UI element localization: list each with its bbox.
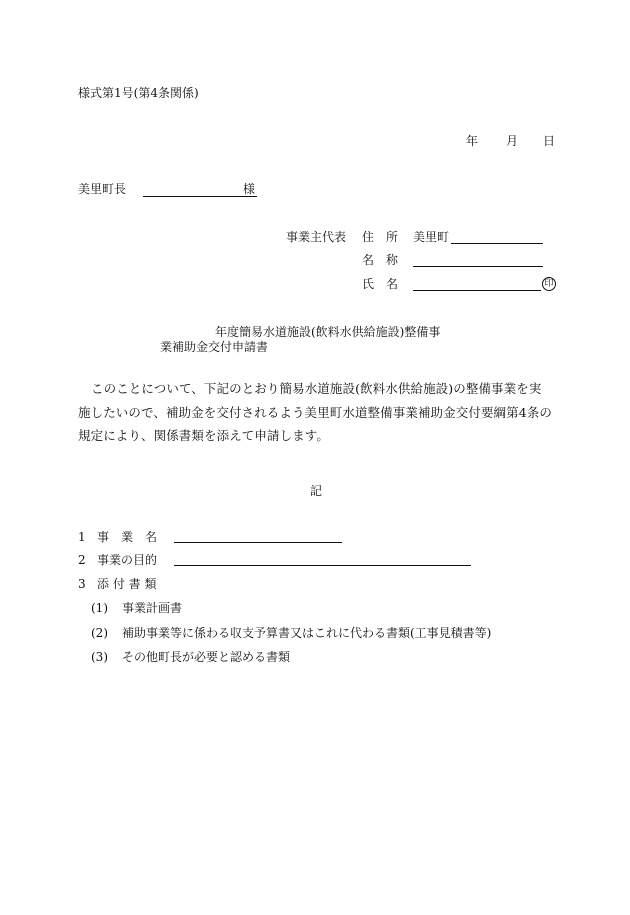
addressee-name: 美里町長: [78, 182, 127, 196]
name-label: 名 称: [362, 253, 399, 267]
org-name-field: [413, 266, 543, 267]
body-line-2: 施したいので、補助金を交付されるよう美里町水道整備事業補助金交付要綱第4条の: [78, 404, 553, 420]
address-label: 住 所: [362, 230, 399, 244]
attachment-text: 事業計画書: [122, 601, 183, 615]
body-line-3: 規定により、関係書類を添えて申請します。: [78, 428, 330, 443]
item-number: 1: [78, 530, 86, 544]
body-paragraph: [78, 377, 558, 448]
date-day: 日: [543, 134, 556, 148]
attachment-number: (1): [91, 601, 108, 615]
attachment-text: その他町長が必要と認める書類: [122, 650, 291, 664]
person-label: 氏 名: [362, 277, 399, 291]
attachment-number: (3): [91, 650, 108, 664]
project-purpose-field: [174, 565, 471, 566]
ki-heading: 記: [310, 484, 323, 498]
seal-mark: 印: [542, 277, 556, 291]
applicant-role: 事業主代表: [286, 230, 347, 244]
attachment-text: 補助事業等に係わる収支予算書又はこれに代わる書類(工事見積書等): [122, 626, 492, 640]
date-year: 年: [466, 134, 479, 148]
item-number: 3: [78, 577, 86, 591]
address-field: [451, 243, 543, 244]
item-label: 事 業 名: [97, 530, 158, 544]
title-line-2: 業補助金交付申請書: [160, 340, 269, 354]
body-line-1: このことについて、下記のとおり簡易水道施設(飲料水供給施設)の整備事業を実: [91, 381, 542, 396]
addressee-suffix: 様: [243, 182, 256, 196]
person-name-field: [413, 290, 541, 291]
item-number: 2: [78, 553, 86, 567]
title-line-1: 年度簡易水道施設(飲料水供給施設)整備事: [215, 325, 441, 339]
addressee-blank: [143, 196, 257, 197]
item-label: 事業の目的: [97, 553, 158, 567]
item-label: 添 付 書 類: [97, 577, 157, 591]
attachment-number: (2): [91, 626, 108, 640]
form-number: 様式第1号(第4条関係): [78, 86, 199, 100]
project-name-field: [174, 542, 342, 543]
date-month: 月: [506, 134, 519, 148]
address-prefix: 美里町: [413, 230, 450, 244]
